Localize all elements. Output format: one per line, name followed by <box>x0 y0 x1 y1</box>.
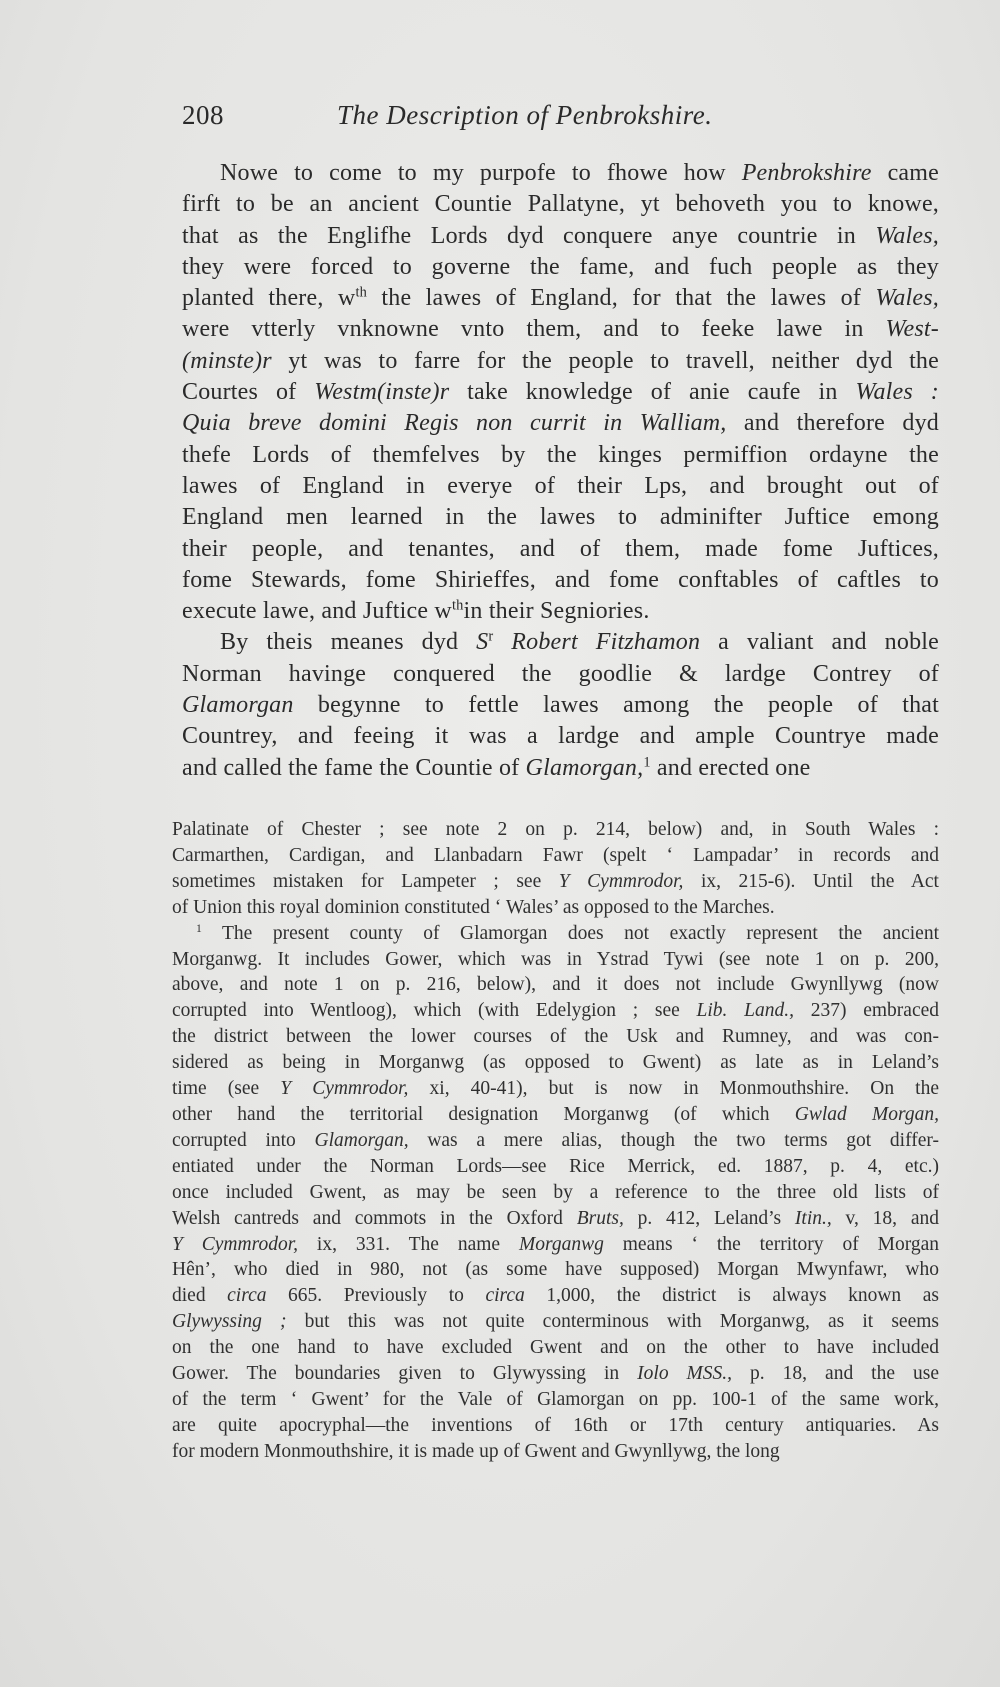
text-run: once included Gwent, as may be seen by a reference to the three old lists of <box>172 1181 939 1203</box>
footnote-line <box>172 869 939 895</box>
text-run: Countrey, and feeing it was a lardge and ample Countrye made <box>182 723 939 750</box>
main-text-line <box>182 471 939 502</box>
text-run: circa <box>485 1285 525 1307</box>
text-run: Quia breve domini Regis non currit in Walliam, <box>182 410 727 437</box>
main-text-line <box>182 502 939 533</box>
text-run: 237) embraced <box>794 1000 940 1022</box>
footnote-line <box>172 843 939 869</box>
text-run: Y Cymmrodor, <box>172 1233 299 1255</box>
text-run: lawes of England in everye of their Lps, and brought out of <box>182 472 939 499</box>
footnote-line <box>172 1128 939 1154</box>
text-run: on the one hand to have excluded Gwent and on the other to have included <box>172 1337 939 1359</box>
text-run: fome Stewards, fome Shirieffes, and fome conftables of caftles to <box>182 566 939 593</box>
text-run: Glywyssing ; <box>172 1311 287 1333</box>
text-run: the district between the lower courses of the Usk and Rumney, and was con- <box>172 1026 939 1048</box>
text-run: th <box>451 597 464 614</box>
main-text-line <box>182 596 939 627</box>
text-run: for modern Monmouthshire, it is made up of Gwent and Gwynllywg, the long <box>172 1440 780 1462</box>
footnote-line <box>172 1102 939 1128</box>
text-run: v, 18, and <box>831 1207 940 1229</box>
text-run: their people, and tenantes, and of them, made fome Juftices, <box>182 535 939 562</box>
text-run: circa <box>227 1285 267 1307</box>
text-run: Robert Fitzhamon <box>511 629 701 656</box>
text-run: England men learned in the lawes to adminifter Juftice emong <box>182 504 939 531</box>
text-run: a valiant and noble <box>700 629 939 656</box>
main-text-line <box>182 314 939 345</box>
text-run: firft to be an ancient Countie Pallatyne, yt behoveth you to knowe, <box>182 191 939 218</box>
footnote-line <box>172 921 939 947</box>
text-run: The present county of Glamorgan does not exactly represent the ancient <box>201 922 939 944</box>
text-run: Gower. The boundaries given to Glywyssing in <box>172 1363 638 1385</box>
text-run: Lib. Land., <box>696 1000 795 1022</box>
text-run: Y Cymmrodor, <box>558 870 684 892</box>
text-run: 1,000, the district is always known as <box>524 1285 939 1307</box>
main-text-line <box>182 627 939 658</box>
main-text-line <box>182 659 939 690</box>
running-title: The Description of Penbrokshire. <box>337 100 713 130</box>
text-run: Y Cymmrodor, <box>280 1078 409 1100</box>
footnote-line <box>172 1024 939 1050</box>
footnote-line <box>172 972 939 998</box>
footnote-line <box>172 1232 939 1258</box>
text-run: ix, 215-6). Until the Act <box>683 870 939 892</box>
text-run: Westm(inste)r <box>314 379 450 406</box>
main-text-line <box>182 721 939 752</box>
text-run: th <box>355 284 368 301</box>
footnote-line <box>172 1206 939 1232</box>
text-run: of the term ‘ Gwent’ for the Vale of Glamorgan on pp. 100-1 of the same work, <box>172 1388 939 1410</box>
footnote-line <box>172 1335 939 1361</box>
text-run: the lawes of England, for that the lawes of <box>367 285 876 312</box>
main-text-line <box>182 534 939 565</box>
text-run: corrupted into Wentloog), which (with Edelygion ; see <box>172 1000 697 1022</box>
text-run: sometimes mistaken for Lampeter ; see <box>172 870 559 892</box>
main-text-line <box>182 565 939 596</box>
text-run: Glamorgan, <box>314 1129 409 1151</box>
text-run: and therefore dyd <box>726 410 939 437</box>
text-run: West- <box>885 316 939 343</box>
text-run: in their Segniories. <box>463 598 650 625</box>
text-run: Penbrokshire <box>741 160 872 186</box>
main-text-line <box>182 690 939 721</box>
text-run: Nowe to come to my purpofe to fhowe how <box>220 160 742 186</box>
text-run: Morganwg. It includes Gower, which was in Ystrad Tywi (see note 1 on p. 200, <box>172 948 939 970</box>
text-run: yt was to farre for the people to travell, neither dyd the <box>271 347 939 374</box>
footnote-line <box>172 1361 939 1387</box>
text-run: of Union this royal dominion constituted ‘ Wales’ as opposed to the Marches. <box>172 896 775 918</box>
text-run: and called the fame the Countie of <box>182 754 526 781</box>
text-run: By theis meanes dyd <box>220 629 477 656</box>
text-run: Norman havinge conquered the goodlie & lardge Contrey of <box>182 660 939 687</box>
text-run: time (see <box>172 1078 281 1100</box>
footnote-line <box>172 1050 939 1076</box>
text-run: Iolo MSS., <box>637 1363 733 1385</box>
text-run: Hên’, who died in 980, not (as some have supposed) Morgan Mwynfawr, who <box>172 1259 939 1281</box>
main-text-line <box>182 158 939 189</box>
text-run: Glamorgan <box>182 692 294 719</box>
text-run: 1 <box>196 921 202 935</box>
text-run: p. 18, and the use <box>732 1363 939 1385</box>
main-text-line <box>182 377 939 408</box>
footnote-line <box>172 998 939 1024</box>
text-run: came <box>871 160 940 186</box>
text-run: Carmarthen, Cardigan, and Llanbadarn Fawr (spelt ‘ Lampadar’ in records and <box>172 844 939 866</box>
footnote-line <box>172 1439 939 1465</box>
text-run: Palatinate of Chester ; see note 2 on p. 214, below) and, in South Wales : <box>172 819 939 840</box>
text-run: they were forced to governe the fame, and fuch people as they <box>182 253 939 280</box>
text-run: begynne to fettle lawes among the people of that <box>293 692 939 719</box>
text-run: Glamorgan, <box>525 754 644 781</box>
footnote-line <box>172 1154 939 1180</box>
footnote-line <box>172 1387 939 1413</box>
text-run: was a mere alias, though the two terms got differ- <box>408 1129 939 1151</box>
text-run: execute lawe, and Juftice w <box>182 598 452 625</box>
text-run: (minste)r <box>182 347 272 374</box>
footnote-line <box>172 1283 939 1309</box>
page-number: 208 <box>182 100 224 130</box>
text-run: but this was not quite conterminous with Morganwg, as it seems <box>286 1311 940 1333</box>
text-run: Itin., <box>794 1207 832 1229</box>
main-text-line <box>182 189 939 220</box>
text-run: planted there, w <box>182 285 356 312</box>
main-text-line <box>182 440 939 471</box>
text-run: above, and note 1 on p. 216, below), and it does not include Gwynllywg (now <box>172 974 939 996</box>
text-run: died <box>172 1285 228 1307</box>
footnote-line <box>172 1309 939 1335</box>
text-run: Wales, <box>875 222 939 249</box>
text-run: entiated under the Norman Lords—see Rice Merrick, ed. 1887, p. 4, etc.) <box>172 1155 939 1177</box>
text-run: ix, 331. The name <box>298 1233 519 1255</box>
footnotes <box>172 817 939 1465</box>
footnote-line <box>172 1413 939 1439</box>
text-run: S <box>476 629 489 656</box>
text-run: Courtes of <box>182 379 315 406</box>
text-run: Gwlad Morgan, <box>794 1103 940 1125</box>
text-run: Wales : <box>855 379 940 406</box>
text-run: sidered as being in Morganwg (as opposed to Gwent) as late as in Leland’s <box>172 1052 939 1074</box>
main-text-line <box>182 408 939 439</box>
main-text-line <box>182 283 939 314</box>
text-run <box>493 629 511 655</box>
main-text-line <box>182 753 939 784</box>
text-run: r <box>488 628 494 645</box>
footnote-line <box>172 895 939 921</box>
text-run: thefe Lords of themfelves by the kinges permiffion ordayne the <box>182 441 939 468</box>
text-run: are quite apocryphal—the inventions of 16th or 17th century antiquaries. As <box>172 1414 939 1436</box>
footnote-line <box>172 1257 939 1283</box>
text-run: Wales, <box>875 285 939 312</box>
text-run: 1 <box>643 754 651 771</box>
text-run: that as the Englifhe Lords dyd conquere anye countrie in <box>182 222 876 249</box>
page-header <box>182 100 778 140</box>
footnote-line <box>172 1180 939 1206</box>
text-run: 665. Previously to <box>266 1285 486 1307</box>
main-text-line <box>182 252 939 283</box>
text-run: Bruts, <box>576 1207 624 1229</box>
main-text <box>182 158 939 784</box>
text-run: take knowledge of anie caufe in <box>449 379 856 406</box>
footnote-line <box>172 1076 939 1102</box>
text-run: Welsh cantreds and commots in the Oxford <box>172 1207 577 1229</box>
text-run: p. 412, Leland’s <box>623 1207 795 1229</box>
main-text-line <box>182 346 939 377</box>
text-run: were vtterly vnknowne vnto them, and to feeke lawe in <box>182 316 886 343</box>
footnote-line <box>172 947 939 973</box>
text-run: other hand the territorial designation Morganwg (of which <box>172 1103 795 1125</box>
footnote-line <box>172 817 939 843</box>
text-run: xi, 40-41), but is now in Monmouthshire. On the <box>408 1078 939 1100</box>
text-run: corrupted into <box>172 1129 315 1151</box>
text-run: and erected one <box>650 754 811 781</box>
text-run: Morganwg <box>518 1233 604 1255</box>
main-text-line <box>182 221 939 252</box>
text-run: means ‘ the territory of Morgan <box>603 1233 939 1255</box>
